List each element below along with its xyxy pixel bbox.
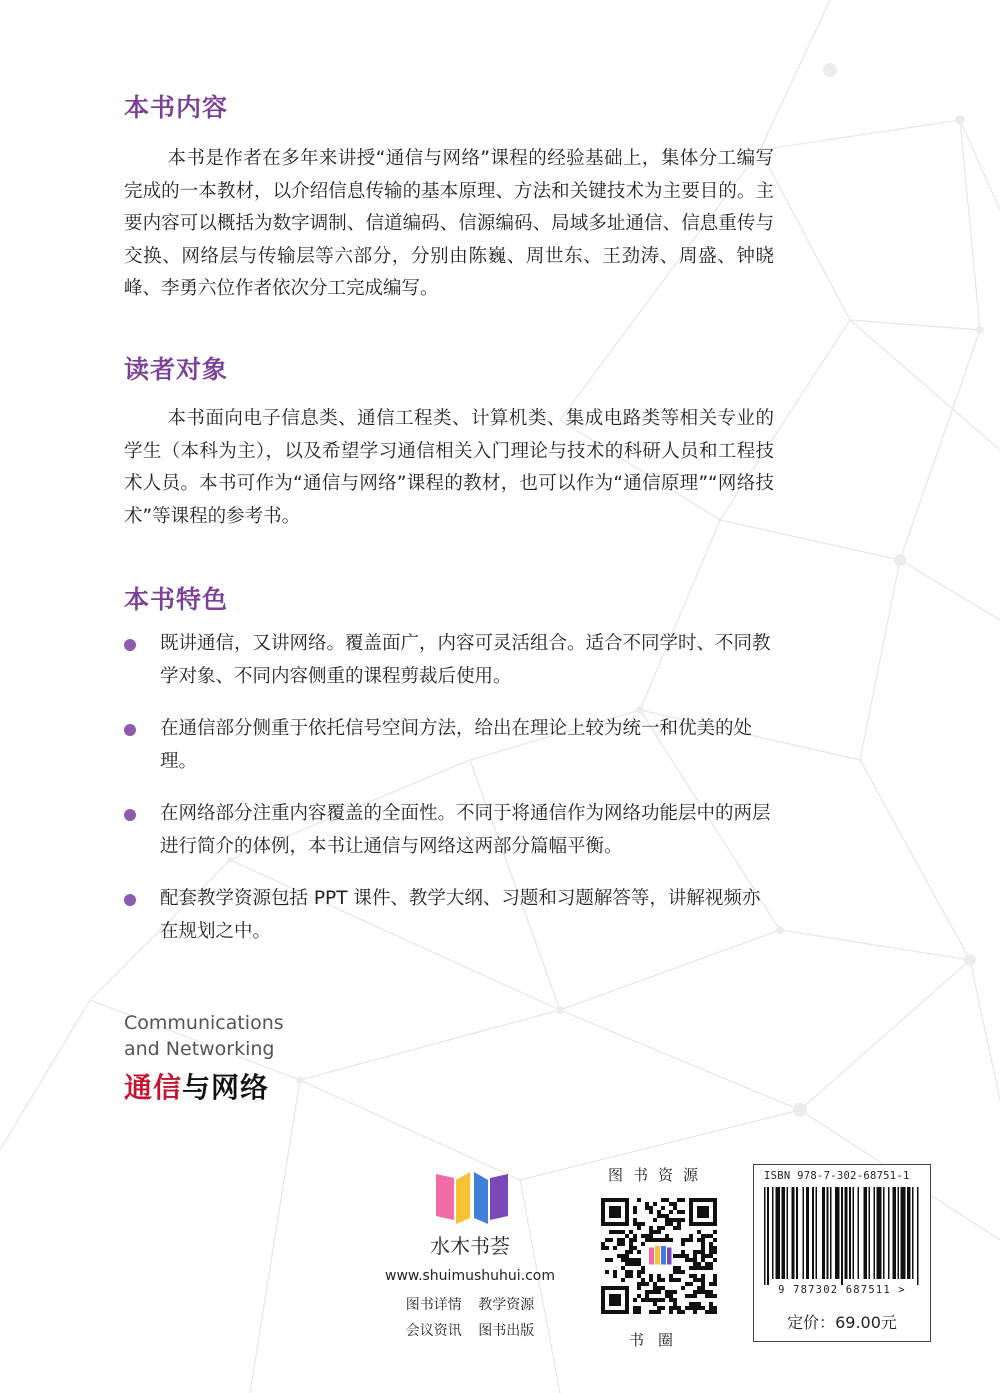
book-title-chinese [124, 1066, 269, 1106]
link-teaching-resources[interactable]: 教学资源 [478, 1297, 535, 1313]
publisher-links-row [370, 1320, 570, 1340]
book-title-english-line2: and Networking [124, 1038, 275, 1060]
link-conference-news[interactable]: 会议资讯 [405, 1323, 462, 1339]
publisher-website[interactable]: www.shuimushuhui.com [385, 1268, 555, 1284]
barcode-icon [764, 1187, 920, 1285]
section-title-content: 本书内容 [124, 93, 229, 122]
bullet-dot-icon [124, 894, 136, 906]
feature-item [124, 798, 774, 863]
feature-item [124, 628, 774, 693]
qr-title: 图书资源 [607, 1166, 708, 1184]
feature-item [124, 883, 774, 948]
feature-text: 在通信部分侧重于依托信号空间方法，给出在理论上较为统一和优美的处理。 [160, 718, 753, 772]
book-title-english [124, 1010, 284, 1062]
features-list [124, 628, 774, 968]
price-label: 定价：69.00元 [787, 1313, 897, 1332]
section-title-features: 本书特色 [124, 585, 229, 614]
section-body-content: 本书是作者在多年来讲授“通信与网络”课程的经验基础上，集体分工编写完成的一本教材，以介绍信息传输的基本原理、方法和关键技术为主要目的。主要内容可以概括为数字调制、信道编码、信源编码、局域多址通信、信息重传与交换、网络层与传输层等六部分，分别由陈巍、周世东、王劲涛、周盛、钟晓峰、李勇六位作者依次分工完成编写。 [124, 148, 774, 299]
book-title-english-line1: Communications [124, 1012, 284, 1034]
qr-caption: 书圈 [628, 1331, 687, 1349]
book-title-chinese-red: 通信 [124, 1071, 183, 1104]
publisher-logo-icon [434, 1168, 510, 1226]
section-title-audience: 读者对象 [124, 355, 229, 384]
feature-item [124, 713, 774, 778]
qr-code-icon[interactable] [601, 1198, 717, 1314]
feature-text: 既讲通信，又讲网络。覆盖面广，内容可灵活组合。适合不同学时、不同教学对象、不同内容侧重的课程剪裁后使用。 [160, 633, 771, 687]
isbn-barcode-box [753, 1164, 931, 1342]
link-book-publishing[interactable]: 图书出版 [478, 1323, 535, 1339]
barcode-digits: 9 787302 687511 > [778, 1284, 906, 1296]
link-book-details[interactable]: 图书详情 [405, 1297, 462, 1313]
feature-text: 在网络部分注重内容覆盖的全面性。不同于将通信作为网络功能层中的两层进行简介的体例，本书让通信与网络这两部分篇幅平衡。 [160, 803, 771, 857]
isbn-label: ISBN 978-7-302-68751-1 [764, 1170, 910, 1182]
publisher-logo-text: 水木书荟 [430, 1234, 510, 1258]
publisher-links-row [370, 1294, 570, 1314]
section-body-audience: 本书面向电子信息类、通信工程类、计算机类、集成电路类等相关专业的学生（本科为主），以及希望学习通信相关入门理论与技术的科研人员和工程技术人员。本书可作为“通信与网络”课程的教材，也可以作为“通信原理”“网络技术”等课程的参考书。 [124, 408, 774, 527]
feature-text: 配套教学资源包括 PPT 课件、教学大纲、习题和习题解答等，讲解视频亦在规划之中。 [160, 888, 761, 942]
bullet-dot-icon [124, 724, 136, 736]
bullet-dot-icon [124, 639, 136, 651]
book-title-chinese-black: 与网络 [182, 1071, 270, 1104]
bullet-dot-icon [124, 809, 136, 821]
